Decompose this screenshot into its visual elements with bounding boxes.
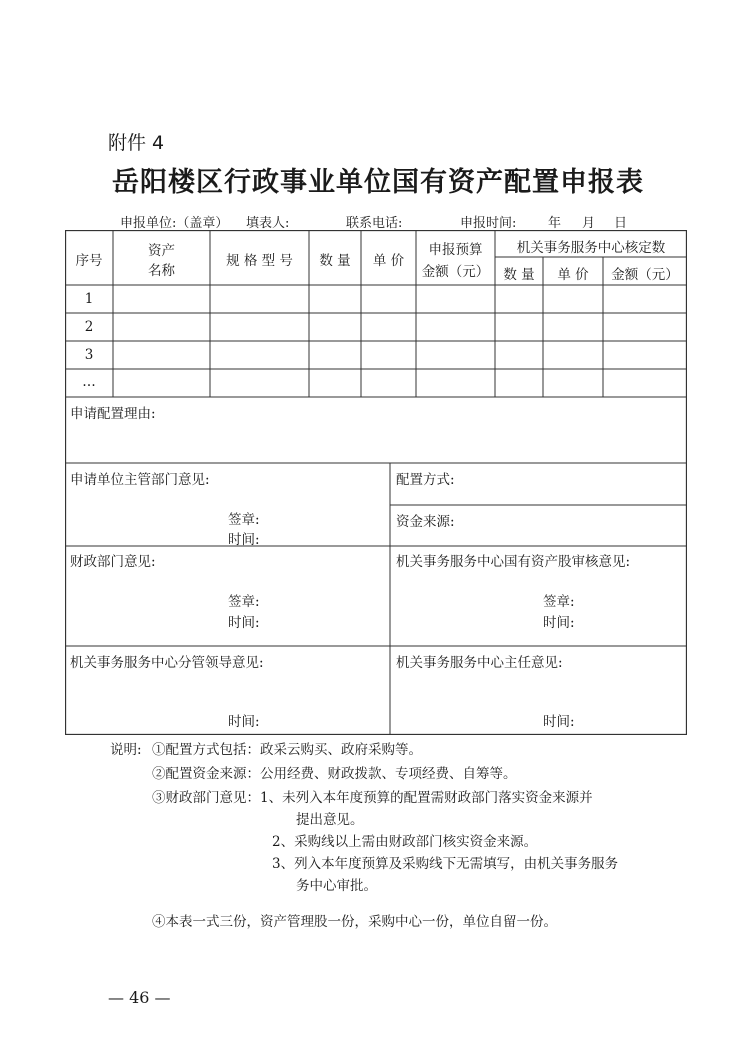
- note-3-line1: ③财政部门意见：1、未列入本年度预算的配置需财政部门落实资金来源并: [152, 790, 593, 806]
- header-budget-line1: 申报预算: [428, 242, 483, 258]
- attachment-label: 附件 4: [108, 132, 165, 154]
- header-budget-line2: 金额（元）: [421, 264, 490, 280]
- meta-filler: 填表人:: [246, 216, 290, 231]
- header-center-price: 单 价: [557, 267, 589, 283]
- meta-phone: 联系电话:: [346, 216, 403, 231]
- finance-opinion-label: 财政部门意见:: [70, 554, 156, 570]
- asset-office-time-label: 时间:: [543, 615, 575, 631]
- asset-office-opinion-label: 机关事务服务中心国有资产股审核意见:: [396, 554, 631, 570]
- meta-month: 月: [582, 216, 596, 231]
- note-3-line2: 提出意见。: [296, 812, 364, 828]
- config-method-label: 配置方式:: [396, 472, 455, 488]
- meta-date: 申报时间:: [460, 216, 517, 231]
- header-seq: 序号: [75, 253, 103, 269]
- header-center-group: 机关事务服务中心核定数: [516, 240, 666, 256]
- director-opinion-label: 机关事务服务中心主任意见:: [396, 655, 563, 671]
- reason-label: 申请配置理由:: [70, 406, 156, 422]
- row-number-ellipsis: …: [82, 374, 96, 390]
- row-number-1: 1: [84, 291, 94, 307]
- row-number-2: 2: [84, 319, 94, 335]
- note-1: ①配置方式包括：政采云购买、政府采购等。: [152, 742, 422, 758]
- header-qty: 数 量: [319, 253, 351, 269]
- header-price: 单 价: [372, 253, 405, 269]
- header-center-amount: 金额（元）: [611, 267, 679, 283]
- leader-opinion-label: 机关事务服务中心分管领导意见:: [70, 655, 264, 671]
- meta-day: 日: [614, 216, 628, 231]
- header-center-qty: 数 量: [503, 267, 535, 283]
- meta-year: 年: [548, 216, 562, 231]
- leader-time-label: 时间:: [228, 714, 260, 730]
- header-spec: 规 格 型 号: [226, 253, 293, 269]
- notes-label: 说明:: [110, 742, 142, 758]
- note-3-line4: 3、列入本年度预算及采购线下无需填写，由机关事务服务: [272, 856, 619, 872]
- page-title: 岳阳楼区行政事业单位国有资产配置申报表: [112, 167, 644, 198]
- asset-office-sign-label: 签章:: [543, 594, 575, 610]
- header-asset-name-line2: 名称: [148, 263, 175, 279]
- note-3-line3: 2、采购线以上需由财政部门核实资金来源。: [272, 834, 538, 850]
- meta-unit: 申报单位:（盖章）: [120, 216, 229, 231]
- dept-sign-label: 签章:: [228, 512, 260, 528]
- dept-time-label: 时间:: [228, 532, 260, 548]
- page-number: — 46 —: [108, 988, 171, 1007]
- fund-source-label: 资金来源:: [396, 514, 455, 530]
- note-4: ④本表一式三份，资产管理股一份，采购中心一份，单位自留一份。: [152, 914, 557, 930]
- dept-opinion-label: 申请单位主管部门意见:: [70, 472, 210, 488]
- declaration-form-table: [65, 230, 687, 735]
- header-asset-name-line1: 资产: [148, 243, 175, 259]
- row-number-3: 3: [84, 347, 94, 363]
- finance-time-label: 时间:: [228, 615, 260, 631]
- finance-sign-label: 签章:: [228, 594, 260, 610]
- director-time-label: 时间:: [543, 714, 575, 730]
- note-3-line5: 务中心审批。: [296, 878, 377, 894]
- note-2: ②配置资金来源：公用经费、财政拨款、专项经费、自筹等。: [152, 766, 517, 782]
